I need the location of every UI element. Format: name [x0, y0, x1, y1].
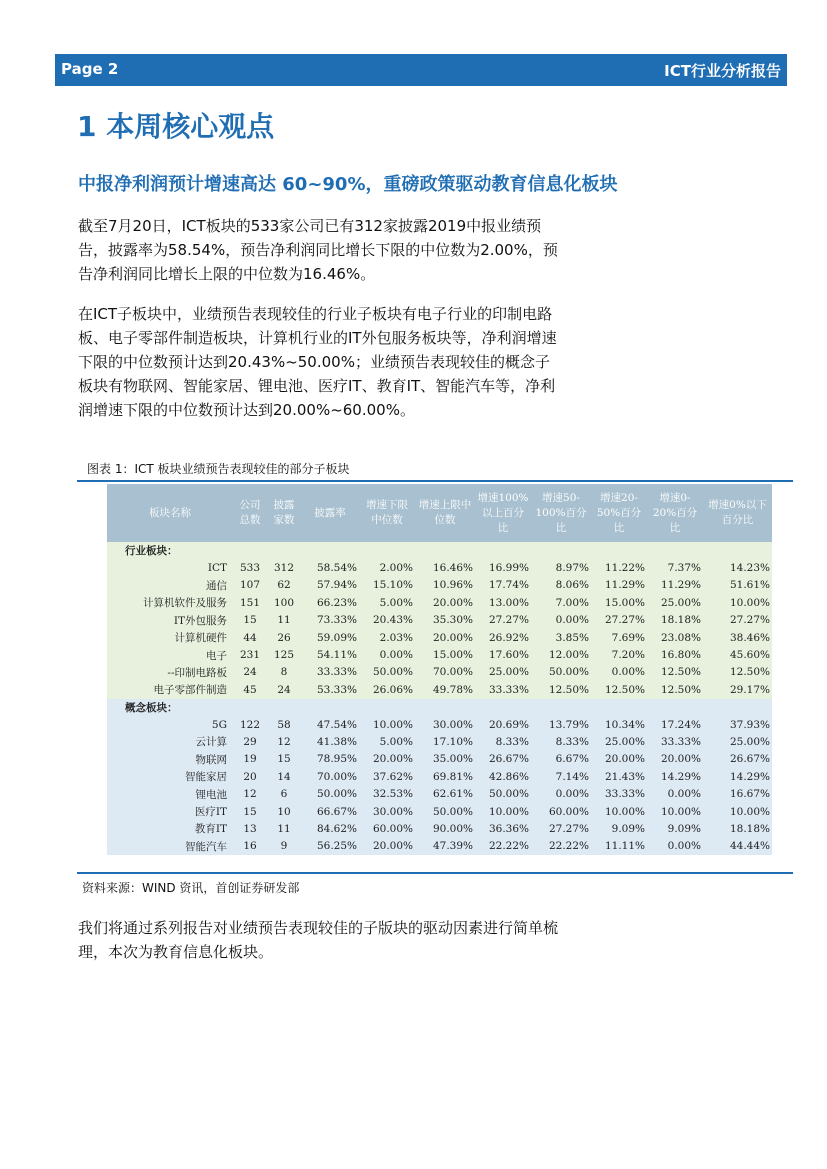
table-cell: 5G — [107, 716, 233, 733]
table-cell: 8.97% — [531, 559, 591, 576]
table-cell: 6.67% — [531, 751, 591, 768]
table-cell: 26.92% — [475, 629, 531, 646]
table-cell: 9 — [267, 838, 301, 855]
table-cell: 智能汽车 — [107, 838, 233, 855]
table-row — [107, 646, 772, 663]
table-header-cell: 披露率 — [301, 484, 359, 542]
table-cell: 10.00% — [703, 594, 772, 611]
table-row — [107, 681, 772, 698]
table-row — [107, 594, 772, 611]
table-cell: 14.29% — [647, 768, 703, 785]
table-cell: 33.33% — [647, 733, 703, 750]
table-cell: 12.50% — [647, 664, 703, 681]
table-cell: 59.09% — [301, 629, 359, 646]
table-header-cell: 增速50-100%百分比 — [531, 484, 591, 542]
table-header-cell: 增速下限中位数 — [359, 484, 415, 542]
table-cell: 13.00% — [475, 594, 531, 611]
table-cell: 66.67% — [301, 803, 359, 820]
table-cell: 15.00% — [415, 646, 475, 663]
sector-table — [107, 484, 772, 855]
table-row — [107, 716, 772, 733]
group-label: 行业板块： — [107, 542, 772, 559]
table-cell: 78.95% — [301, 751, 359, 768]
table-cell: 17.60% — [475, 646, 531, 663]
table-cell: 45.60% — [703, 646, 772, 663]
table-cell: 27.27% — [591, 612, 647, 629]
table-cell: 66.23% — [301, 594, 359, 611]
table-cell: 20.43% — [359, 612, 415, 629]
figure-caption: 图表 1：ICT 板块业绩预告表现较佳的部分子板块 — [87, 462, 350, 476]
table-cell: 0.00% — [591, 664, 647, 681]
header-bar — [55, 54, 787, 86]
table-cell: 17.74% — [475, 577, 531, 594]
table-cell: 17.10% — [415, 733, 475, 750]
table-cell: 20.00% — [415, 594, 475, 611]
table-cell: 12.50% — [647, 681, 703, 698]
table-cell: 47.39% — [415, 838, 475, 855]
table-cell: 电子零部件制造 — [107, 681, 233, 698]
table-cell: 26.06% — [359, 681, 415, 698]
table-cell: 57.94% — [301, 577, 359, 594]
table-cell: 14.29% — [703, 768, 772, 785]
table-cell: 7.37% — [647, 559, 703, 576]
table-row — [107, 820, 772, 837]
table-cell: 60.00% — [359, 820, 415, 837]
table-cell: 10 — [267, 803, 301, 820]
table-cell: 33.33% — [591, 785, 647, 802]
table-cell: 15 — [267, 751, 301, 768]
table-cell: 15 — [233, 612, 267, 629]
table-cell: 26 — [267, 629, 301, 646]
table-cell: 0.00% — [359, 646, 415, 663]
table-cell: 27.27% — [531, 820, 591, 837]
table-cell: 8.33% — [531, 733, 591, 750]
table-cell: 11.22% — [591, 559, 647, 576]
table-cell: 3.85% — [531, 629, 591, 646]
table-cell: 20.00% — [591, 751, 647, 768]
table-cell: 15.10% — [359, 577, 415, 594]
table-cell: 10.00% — [475, 803, 531, 820]
table-row — [107, 733, 772, 750]
table-cell: 12 — [267, 733, 301, 750]
table-cell: 10.00% — [703, 803, 772, 820]
table-cell: 8.33% — [475, 733, 531, 750]
table-container — [77, 480, 793, 874]
table-cell: 22.22% — [475, 838, 531, 855]
table-cell: 58.54% — [301, 559, 359, 576]
table-cell: 44 — [233, 629, 267, 646]
table-cell: 19 — [233, 751, 267, 768]
table-row — [107, 768, 772, 785]
table-cell: 6 — [267, 785, 301, 802]
table-cell: 7.20% — [591, 646, 647, 663]
table-cell: 37.93% — [703, 716, 772, 733]
table-cell: 25.00% — [703, 733, 772, 750]
table-cell: 0.00% — [647, 785, 703, 802]
table-cell: 35.30% — [415, 612, 475, 629]
table-cell: 9.09% — [647, 820, 703, 837]
table-row — [107, 838, 772, 855]
table-cell: 62 — [267, 577, 301, 594]
table-header-cell: 增速100%以上百分比 — [475, 484, 531, 542]
paragraph-3: 我们将通过系列报告对业绩预告表现较佳的子版块的驱动因素进行简单梳理，本次为教育信息化板块。 — [78, 919, 559, 961]
table-cell: 10.34% — [591, 716, 647, 733]
table-cell: 智能家居 — [107, 768, 233, 785]
table-cell: 0.00% — [647, 838, 703, 855]
table-cell: 37.62% — [359, 768, 415, 785]
table-cell: 27.27% — [703, 612, 772, 629]
table-cell: 11.29% — [591, 577, 647, 594]
table-cell: 13 — [233, 820, 267, 837]
table-cell: 35.00% — [415, 751, 475, 768]
table-cell: 231 — [233, 646, 267, 663]
table-cell: 20 — [233, 768, 267, 785]
table-cell: 60.00% — [531, 803, 591, 820]
table-cell: 20.00% — [359, 838, 415, 855]
table-cell: 27.27% — [475, 612, 531, 629]
table-cell: 17.24% — [647, 716, 703, 733]
table-cell: 151 — [233, 594, 267, 611]
table-cell: 44.44% — [703, 838, 772, 855]
table-cell: 计算机软件及服务 — [107, 594, 233, 611]
table-cell: 通信 — [107, 577, 233, 594]
table-row — [107, 577, 772, 594]
table-cell: 25.00% — [647, 594, 703, 611]
paragraph-2: 在ICT子板块中，业绩预告表现较佳的行业子板块有电子行业的印制电路板、电子零部件制造板块，计算机行业的IT外包服务板块等，净利润增速下限的中位数预计达到20.43%~50.00%；业绩预告表现较佳的概念子板块有物联网、智能家居、锂电池、医疗IT、教育IT、智能汽车等，净利润增速下限的中位数预计达到20.00%~60.00%。 — [78, 305, 557, 419]
table-cell: 50.00% — [415, 803, 475, 820]
table-cell: --印制电路板 — [107, 664, 233, 681]
table-cell: 7.00% — [531, 594, 591, 611]
table-cell: 23.08% — [647, 629, 703, 646]
table-row — [107, 803, 772, 820]
table-cell: 29.17% — [703, 681, 772, 698]
table-cell: 29 — [233, 733, 267, 750]
table-header-cell: 增速上限中位数 — [415, 484, 475, 542]
table-cell: 20.00% — [359, 751, 415, 768]
table-cell: 16.80% — [647, 646, 703, 663]
table-cell: 47.54% — [301, 716, 359, 733]
table-cell: 45 — [233, 681, 267, 698]
table-cell: 24 — [233, 664, 267, 681]
table-cell: 0.00% — [531, 785, 591, 802]
table-cell: 69.81% — [415, 768, 475, 785]
table-cell: 医疗IT — [107, 803, 233, 820]
table-cell: 16.99% — [475, 559, 531, 576]
table-cell: 50.00% — [475, 785, 531, 802]
table-cell: 2.03% — [359, 629, 415, 646]
table-header-cell: 增速0-20%百分比 — [647, 484, 703, 542]
group-label-row — [107, 699, 772, 716]
table-cell: 24 — [267, 681, 301, 698]
table-cell: 42.86% — [475, 768, 531, 785]
table-cell: 107 — [233, 577, 267, 594]
table-header-cell: 板块名称 — [107, 484, 233, 542]
table-cell: 33.33% — [475, 681, 531, 698]
table-cell: 教育IT — [107, 820, 233, 837]
table-cell: 122 — [233, 716, 267, 733]
table-cell: 电子 — [107, 646, 233, 663]
table-cell: 5.00% — [359, 733, 415, 750]
table-cell: 25.00% — [591, 733, 647, 750]
table-cell: 18.18% — [647, 612, 703, 629]
table-cell: 49.78% — [415, 681, 475, 698]
table-cell: 7.14% — [531, 768, 591, 785]
table-cell: 云计算 — [107, 733, 233, 750]
table-cell: 12.50% — [531, 681, 591, 698]
table-cell: 20.69% — [475, 716, 531, 733]
section-title: 1 本周核心观点 — [77, 110, 275, 143]
report-title: ICT行业分析报告 — [664, 62, 781, 80]
table-cell: 51.61% — [703, 577, 772, 594]
table-cell: 33.33% — [301, 664, 359, 681]
table-cell: 2.00% — [359, 559, 415, 576]
table-cell: 8 — [267, 664, 301, 681]
table-cell: 16.46% — [415, 559, 475, 576]
table-row — [107, 559, 772, 576]
table-cell: 物联网 — [107, 751, 233, 768]
table-cell: 20.00% — [415, 629, 475, 646]
table-cell: 30.00% — [415, 716, 475, 733]
table-cell: 15 — [233, 803, 267, 820]
table-header-cell: 公司总数 — [233, 484, 267, 542]
table-cell: 312 — [267, 559, 301, 576]
table-cell: 26.67% — [475, 751, 531, 768]
table-cell: 20.00% — [647, 751, 703, 768]
page-number: Page 2 — [61, 60, 119, 78]
table-row — [107, 612, 772, 629]
table-cell: 50.00% — [359, 664, 415, 681]
table-cell: 10.00% — [647, 803, 703, 820]
table-row — [107, 664, 772, 681]
table-row — [107, 629, 772, 646]
table-cell: 11 — [267, 820, 301, 837]
table-cell: 73.33% — [301, 612, 359, 629]
table-cell: 22.22% — [531, 838, 591, 855]
table-cell: 36.36% — [475, 820, 531, 837]
table-cell: 50.00% — [531, 664, 591, 681]
table-cell: 70.00% — [301, 768, 359, 785]
table-cell: 125 — [267, 646, 301, 663]
table-cell: 56.25% — [301, 838, 359, 855]
table-cell: 11.11% — [591, 838, 647, 855]
table-cell: 58 — [267, 716, 301, 733]
table-cell: 62.61% — [415, 785, 475, 802]
table-cell: 0.00% — [531, 612, 591, 629]
table-header-cell: 披露家数 — [267, 484, 301, 542]
table-cell: 7.69% — [591, 629, 647, 646]
table-cell: 100 — [267, 594, 301, 611]
table-cell: 15.00% — [591, 594, 647, 611]
table-cell: 38.46% — [703, 629, 772, 646]
table-cell: 12.50% — [591, 681, 647, 698]
table-cell: 10.00% — [591, 803, 647, 820]
table-cell: 53.33% — [301, 681, 359, 698]
table-cell: 14.23% — [703, 559, 772, 576]
table-cell: 12.00% — [531, 646, 591, 663]
table-cell: 84.62% — [301, 820, 359, 837]
table-cell: 21.43% — [591, 768, 647, 785]
table-cell: 32.53% — [359, 785, 415, 802]
table-header-row — [107, 484, 772, 542]
table-cell: 16.67% — [703, 785, 772, 802]
table-cell: 12.50% — [703, 664, 772, 681]
table-cell: 10.00% — [359, 716, 415, 733]
group-label-row — [107, 542, 772, 559]
table-cell: 锂电池 — [107, 785, 233, 802]
table-cell: 8.06% — [531, 577, 591, 594]
table-cell: 14 — [267, 768, 301, 785]
table-cell: 9.09% — [591, 820, 647, 837]
source-note: 资料来源：WIND 资讯，首创证券研发部 — [82, 881, 300, 895]
table-cell: 16 — [233, 838, 267, 855]
table-header-cell: 增速0%以下百分比 — [703, 484, 772, 542]
table-cell: 54.11% — [301, 646, 359, 663]
table-row — [107, 751, 772, 768]
table-cell: 26.67% — [703, 751, 772, 768]
table-cell: 18.18% — [703, 820, 772, 837]
table-cell: 11.29% — [647, 577, 703, 594]
table-cell: 12 — [233, 785, 267, 802]
table-cell: 13.79% — [531, 716, 591, 733]
table-cell: ICT — [107, 559, 233, 576]
paragraph-1: 截至7月20日，ICT板块的533家公司已有312家披露2019中报业绩预告，披露率为58.54%，预告净利润同比增长下限的中位数为2.00%，预告净利润同比增长上限的中位数为16.46%。 — [78, 217, 558, 283]
table-cell: IT外包服务 — [107, 612, 233, 629]
table-cell: 50.00% — [301, 785, 359, 802]
subtitle: 中报净利润预计增速高达 60~90%，重磅政策驱动教育信息化板块 — [78, 174, 618, 195]
table-header-cell: 增速20-50%百分比 — [591, 484, 647, 542]
table-cell: 11 — [267, 612, 301, 629]
table-row — [107, 785, 772, 802]
table-cell: 41.38% — [301, 733, 359, 750]
table-cell: 533 — [233, 559, 267, 576]
table-cell: 25.00% — [475, 664, 531, 681]
group-label: 概念板块： — [107, 699, 772, 716]
table-cell: 70.00% — [415, 664, 475, 681]
table-cell: 30.00% — [359, 803, 415, 820]
table-cell: 计算机硬件 — [107, 629, 233, 646]
table-cell: 90.00% — [415, 820, 475, 837]
table-cell: 10.96% — [415, 577, 475, 594]
table-cell: 5.00% — [359, 594, 415, 611]
